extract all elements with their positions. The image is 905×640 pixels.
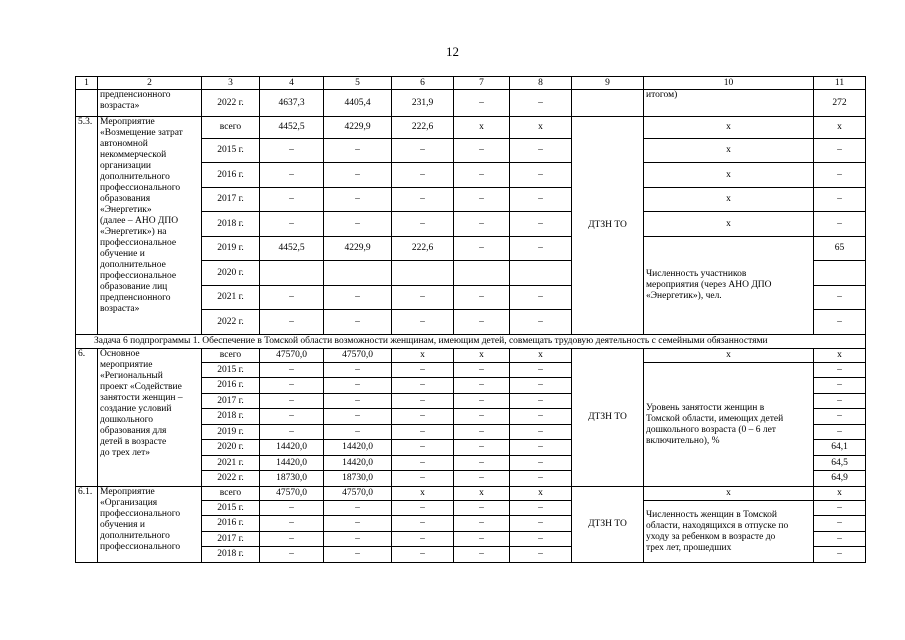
value-cell: – <box>510 363 572 378</box>
value-cell: – <box>324 378 392 394</box>
target-value-cell: 64,9 <box>814 471 866 487</box>
value-cell <box>324 261 392 286</box>
target-value-cell: – <box>814 501 866 516</box>
value-cell: – <box>510 378 572 394</box>
value-cell: – <box>260 139 324 163</box>
year-cell: 2017 г. <box>202 532 260 547</box>
target-value-cell: – <box>814 425 866 440</box>
target-value-cell: – <box>814 409 866 425</box>
value-cell: – <box>392 394 454 409</box>
page-number: 12 <box>446 44 459 59</box>
value-cell: – <box>260 212 324 237</box>
indicator-cell: Уровень занятости женщин в Томской области, имеющих детей дошкольного возраста (0 – 6 лет включительно), % <box>644 363 814 487</box>
value-cell: – <box>454 532 510 547</box>
value-cell: – <box>510 394 572 409</box>
value-cell: – <box>260 501 324 516</box>
year-cell: всего <box>202 349 260 363</box>
value-cell: – <box>392 363 454 378</box>
item-number-cell: 5.3. <box>76 117 98 335</box>
target-value-cell: – <box>814 212 866 237</box>
target-value-cell: – <box>814 378 866 394</box>
value-cell: – <box>324 212 392 237</box>
header-cell: 7 <box>454 77 510 90</box>
value-cell: – <box>454 547 510 563</box>
year-cell: 2022 г. <box>202 471 260 487</box>
item-name-cell: Мероприятие «Организация профессионального обучения и дополнительного профессионального <box>98 487 202 563</box>
value-cell: – <box>454 516 510 532</box>
value-cell: – <box>392 378 454 394</box>
value-cell <box>510 261 572 286</box>
value-cell: – <box>260 286 324 310</box>
year-cell: 2020 г. <box>202 440 260 456</box>
target-value-cell: – <box>814 394 866 409</box>
year-cell: 2016 г. <box>202 378 260 394</box>
value-cell: – <box>392 440 454 456</box>
indicator-cell: x <box>644 139 814 163</box>
value-cell: – <box>510 310 572 335</box>
value-cell: x <box>392 487 454 501</box>
value-cell: – <box>392 516 454 532</box>
year-cell: всего <box>202 487 260 501</box>
value-cell: 47570,0 <box>260 487 324 501</box>
value-cell: 14420,0 <box>260 456 324 471</box>
value-cell: – <box>260 547 324 563</box>
value-cell: 4637,3 <box>260 90 324 117</box>
value-cell: x <box>454 487 510 501</box>
value-cell: – <box>392 532 454 547</box>
value-cell: 14420,0 <box>324 456 392 471</box>
target-value-cell: – <box>814 188 866 212</box>
executor-cell: ДТЗН ТО <box>572 349 644 487</box>
value-cell: – <box>324 532 392 547</box>
value-cell: – <box>510 516 572 532</box>
value-cell: – <box>454 310 510 335</box>
value-cell: – <box>510 532 572 547</box>
value-cell: – <box>260 363 324 378</box>
value-cell: – <box>510 409 572 425</box>
item-number-cell <box>76 90 98 117</box>
header-cell: 11 <box>814 77 866 90</box>
value-cell: – <box>510 212 572 237</box>
value-cell: 47570,0 <box>324 487 392 501</box>
value-cell <box>454 261 510 286</box>
value-cell: – <box>324 310 392 335</box>
value-cell: – <box>260 516 324 532</box>
value-cell: x <box>510 487 572 501</box>
item-name-cell: Мероприятие «Возмещение затрат автономной некоммерческой организации дополнительного профессионального образования «Энергетик» (далее – АНО ДПО «Энергетик») на профессиональное обучение и дополнительное профессиональное образование лиц предпенсионного возраста» <box>98 117 202 335</box>
header-cell: 10 <box>644 77 814 90</box>
value-cell: – <box>260 378 324 394</box>
header-cell: 2 <box>98 77 202 90</box>
value-cell: 4452,5 <box>260 117 324 139</box>
value-cell: 47570,0 <box>260 349 324 363</box>
target-value-cell: – <box>814 163 866 188</box>
table-row <box>76 349 866 363</box>
value-cell: – <box>510 90 572 117</box>
task-heading: Задача 6 подпрограммы 1. Обеспечение в Томской области возможности женщинам, имеющим детей, совмещать трудовую деятельность с семейными обязанностями <box>76 335 866 349</box>
value-cell: – <box>324 501 392 516</box>
indicator-cell: x <box>644 188 814 212</box>
executor-cell <box>572 90 644 117</box>
table-row <box>76 487 866 501</box>
year-cell: 2021 г. <box>202 286 260 310</box>
value-cell: – <box>454 163 510 188</box>
value-cell: 231,9 <box>392 90 454 117</box>
value-cell <box>392 261 454 286</box>
year-cell: 2022 г. <box>202 90 260 117</box>
target-value-cell: x <box>814 349 866 363</box>
executor-cell: ДТЗН ТО <box>572 117 644 335</box>
value-cell: – <box>454 394 510 409</box>
year-cell: 2020 г. <box>202 261 260 286</box>
value-cell: 47570,0 <box>324 349 392 363</box>
indicator-cell: Численность участников мероприятия (через АНО ДПО «Энергетик»), чел. <box>644 237 814 335</box>
year-cell: 2019 г. <box>202 425 260 440</box>
value-cell: – <box>392 139 454 163</box>
item-name-cell: предпенсионного возраста» <box>98 90 202 117</box>
value-cell: – <box>454 440 510 456</box>
year-cell: 2015 г. <box>202 363 260 378</box>
target-value-cell: x <box>814 487 866 501</box>
value-cell: – <box>392 501 454 516</box>
year-cell: 2019 г. <box>202 237 260 261</box>
value-cell: – <box>454 212 510 237</box>
value-cell: 4452,5 <box>260 237 324 261</box>
value-cell: x <box>510 117 572 139</box>
header-cell: 4 <box>260 77 324 90</box>
header-cell: 1 <box>76 77 98 90</box>
target-value-cell: – <box>814 532 866 547</box>
executor-cell: ДТЗН ТО <box>572 487 644 563</box>
value-cell: – <box>392 409 454 425</box>
target-value-cell <box>814 261 866 286</box>
header-cell: 8 <box>510 77 572 90</box>
value-cell: – <box>324 394 392 409</box>
year-cell: 2017 г. <box>202 188 260 212</box>
header-cell: 5 <box>324 77 392 90</box>
item-name-cell: Основное мероприятие «Региональный проект «Содействие занятости женщин – создание условий дошкольного образования для детей в возрасте до трех лет» <box>98 349 202 487</box>
value-cell: – <box>392 471 454 487</box>
target-value-cell: – <box>814 139 866 163</box>
value-cell <box>260 261 324 286</box>
value-cell: – <box>392 163 454 188</box>
value-cell: – <box>454 456 510 471</box>
value-cell: – <box>260 425 324 440</box>
value-cell: 18730,0 <box>324 471 392 487</box>
value-cell: – <box>260 310 324 335</box>
value-cell: 4405,4 <box>324 90 392 117</box>
indicator-cell: x <box>644 117 814 139</box>
value-cell: – <box>510 188 572 212</box>
value-cell: – <box>510 471 572 487</box>
target-value-cell: 64,1 <box>814 440 866 456</box>
program-table <box>75 76 866 563</box>
value-cell: – <box>454 237 510 261</box>
year-cell: 2016 г. <box>202 516 260 532</box>
value-cell: x <box>454 117 510 139</box>
table-row <box>76 117 866 139</box>
value-cell: – <box>324 139 392 163</box>
value-cell: – <box>454 471 510 487</box>
value-cell: – <box>392 286 454 310</box>
value-cell: – <box>510 286 572 310</box>
indicator-cell: x <box>644 163 814 188</box>
header-cell: 3 <box>202 77 260 90</box>
value-cell: – <box>324 188 392 212</box>
value-cell: – <box>260 394 324 409</box>
year-cell: 2018 г. <box>202 212 260 237</box>
item-number-cell: 6.1. <box>76 487 98 563</box>
value-cell: – <box>454 425 510 440</box>
value-cell: – <box>392 425 454 440</box>
value-cell: – <box>260 163 324 188</box>
value-cell: – <box>392 188 454 212</box>
value-cell: – <box>510 456 572 471</box>
target-value-cell: x <box>814 117 866 139</box>
value-cell: – <box>510 163 572 188</box>
year-cell: 2015 г. <box>202 139 260 163</box>
value-cell: – <box>510 547 572 563</box>
year-cell: 2018 г. <box>202 547 260 563</box>
value-cell: – <box>510 440 572 456</box>
value-cell: – <box>392 310 454 335</box>
value-cell: – <box>454 378 510 394</box>
value-cell: 4229,9 <box>324 237 392 261</box>
target-value-cell: – <box>814 516 866 532</box>
value-cell: – <box>324 547 392 563</box>
value-cell: – <box>324 409 392 425</box>
value-cell: – <box>510 425 572 440</box>
value-cell: 14420,0 <box>260 440 324 456</box>
value-cell: – <box>510 237 572 261</box>
header-cell: 6 <box>392 77 454 90</box>
value-cell: 14420,0 <box>324 440 392 456</box>
value-cell: – <box>260 532 324 547</box>
value-cell: – <box>454 409 510 425</box>
value-cell: – <box>392 212 454 237</box>
value-cell: – <box>392 456 454 471</box>
year-cell: всего <box>202 117 260 139</box>
value-cell: – <box>324 425 392 440</box>
value-cell: – <box>454 363 510 378</box>
target-value-cell: – <box>814 286 866 310</box>
value-cell: x <box>392 349 454 363</box>
target-value-cell: – <box>814 363 866 378</box>
item-number-cell: 6. <box>76 349 98 487</box>
value-cell: – <box>454 188 510 212</box>
year-cell: 2017 г. <box>202 394 260 409</box>
value-cell: 222,6 <box>392 117 454 139</box>
indicator-cell: x <box>644 349 814 363</box>
value-cell: – <box>510 139 572 163</box>
value-cell: – <box>324 163 392 188</box>
header-cell: 9 <box>572 77 644 90</box>
value-cell: – <box>392 547 454 563</box>
year-cell: 2022 г. <box>202 310 260 335</box>
value-cell: x <box>454 349 510 363</box>
indicator-cell: x <box>644 487 814 501</box>
task-row <box>76 335 866 349</box>
year-cell: 2021 г. <box>202 456 260 471</box>
target-value-cell: – <box>814 547 866 563</box>
continuation-row <box>76 90 866 117</box>
header-row <box>76 77 866 90</box>
target-value-cell: 272 <box>814 90 866 117</box>
indicator-cell: Численность женщин в Томской области, находящихся в отпуске по уходу за ребенком в возрасте до трех лет, прошедших <box>644 501 814 563</box>
value-cell: 222,6 <box>392 237 454 261</box>
value-cell: – <box>260 409 324 425</box>
year-cell: 2015 г. <box>202 501 260 516</box>
target-value-cell: 65 <box>814 237 866 261</box>
value-cell: 4229,9 <box>324 117 392 139</box>
indicator-cell: x <box>644 212 814 237</box>
value-cell: – <box>454 286 510 310</box>
year-cell: 2018 г. <box>202 409 260 425</box>
value-cell: – <box>324 363 392 378</box>
indicator-cell: итогом) <box>644 90 814 117</box>
value-cell: – <box>324 516 392 532</box>
value-cell: – <box>510 501 572 516</box>
value-cell: – <box>454 90 510 117</box>
target-value-cell: 64,5 <box>814 456 866 471</box>
target-value-cell: – <box>814 310 866 335</box>
value-cell: – <box>454 139 510 163</box>
value-cell: – <box>454 501 510 516</box>
value-cell: x <box>510 349 572 363</box>
value-cell: – <box>324 286 392 310</box>
value-cell: 18730,0 <box>260 471 324 487</box>
value-cell: – <box>260 188 324 212</box>
year-cell: 2016 г. <box>202 163 260 188</box>
